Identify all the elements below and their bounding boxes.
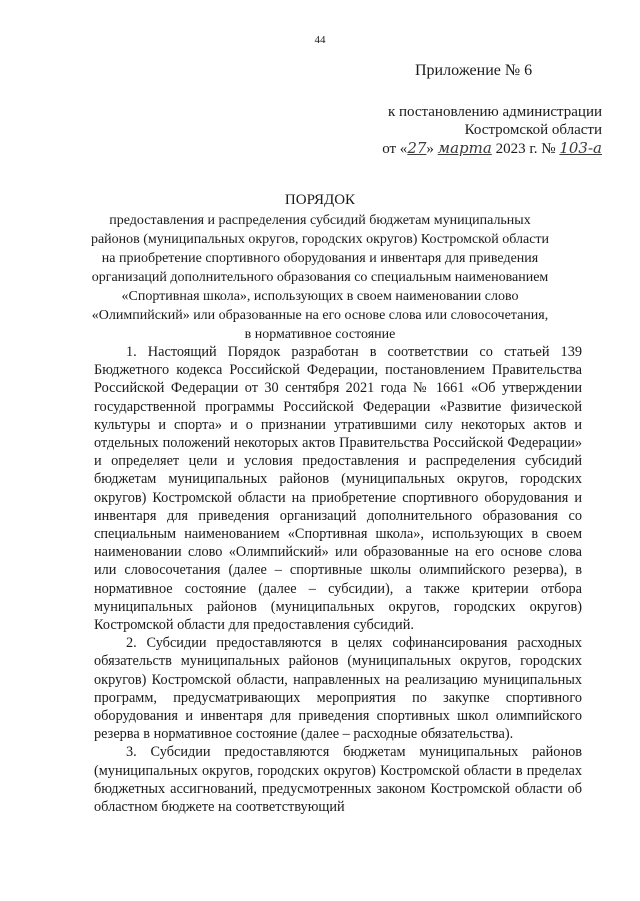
annex-title: Приложение № 6 [415, 62, 533, 79]
date-quote: » [426, 141, 434, 157]
resolution-reference [352, 103, 602, 158]
document-body [94, 343, 582, 816]
reference-region: Костромской области [464, 122, 602, 138]
reference-line: к постановлению администрации [387, 104, 602, 120]
paragraph-1: 1. Настоящий Порядок разработан в соответствии со статьей 139 Бюджетного кодекса Российской Федерации, постановлением Правительства Российской Федерации от 30 сентября 2021 года № 1661 «Об утверждении государственной программы Российской Федерации «Развитие физической культуры и спорта» и о признании утратившими силу некоторых актов и отдельных положений некоторых актов Правительства Российской Федерации» и определяет цели и условия предоставления и распределения субсидий бюджетам муниципальных районов (муниципальных округов, городских округов) Костромской области на приобретение спортивного оборудования и инвентаря для приведения организаций дополнительного образования со специальным наименованием «Спортивная школа», использующих в своем наименовании слово «Олимпийский» или образованные на его основе слова или словосочетания (далее – спортивные школы олимпийского резерва), в нормативное состояние (далее – субсидии), а также критерии отбора муниципальных районов (муниципальных округов, городских округов) Костромской области для предоставления субсидий. [94, 344, 582, 634]
page-number: 44 [314, 34, 326, 46]
handwritten-month: марта [437, 139, 492, 157]
heading-title: ПОРЯДОК [284, 192, 356, 208]
date-prefix: от « [382, 141, 408, 157]
heading-subtitle: предоставления и распределения субсидий бюджетам муниципальных районов (муниципальных округов, городских округов) Костромской области на приобретение спортивного оборудования и инвентаря для приведения организаций дополнительного образования со специальным наименованием «Спортивная школа», использующих в своем наименовании слово «Олимпийский» или образованные на его основе слова или словосочетания, в нормативное состояние [90, 213, 550, 342]
reference-date-number [352, 139, 602, 158]
paragraph-3: 3. Субсидии предоставляются бюджетам муниципальных районов (муниципальных округов, городских округов) Костромской области в пределах бюджетных ассигнований, предусмотренных законом Костромской области об областном бюджете на соответствующий [94, 744, 582, 816]
handwritten-doc-number: 103-а [559, 139, 602, 157]
document-heading [90, 192, 550, 344]
handwritten-day: 27 [407, 139, 427, 157]
date-year: 2023 г. № [495, 141, 556, 157]
paragraph-2: 2. Субсидии предоставляются в целях софинансирования расходных обязательств муниципальных районов (муниципальных округов, городских округов) Костромской области, направленных на реализацию муниципальных программ, предусматривающих мероприятия по закупке спортивного оборудования и инвентаря для приведения спортивных школ олимпийского резерва в нормативное состояние (далее – расходные обязательства). [94, 635, 582, 743]
